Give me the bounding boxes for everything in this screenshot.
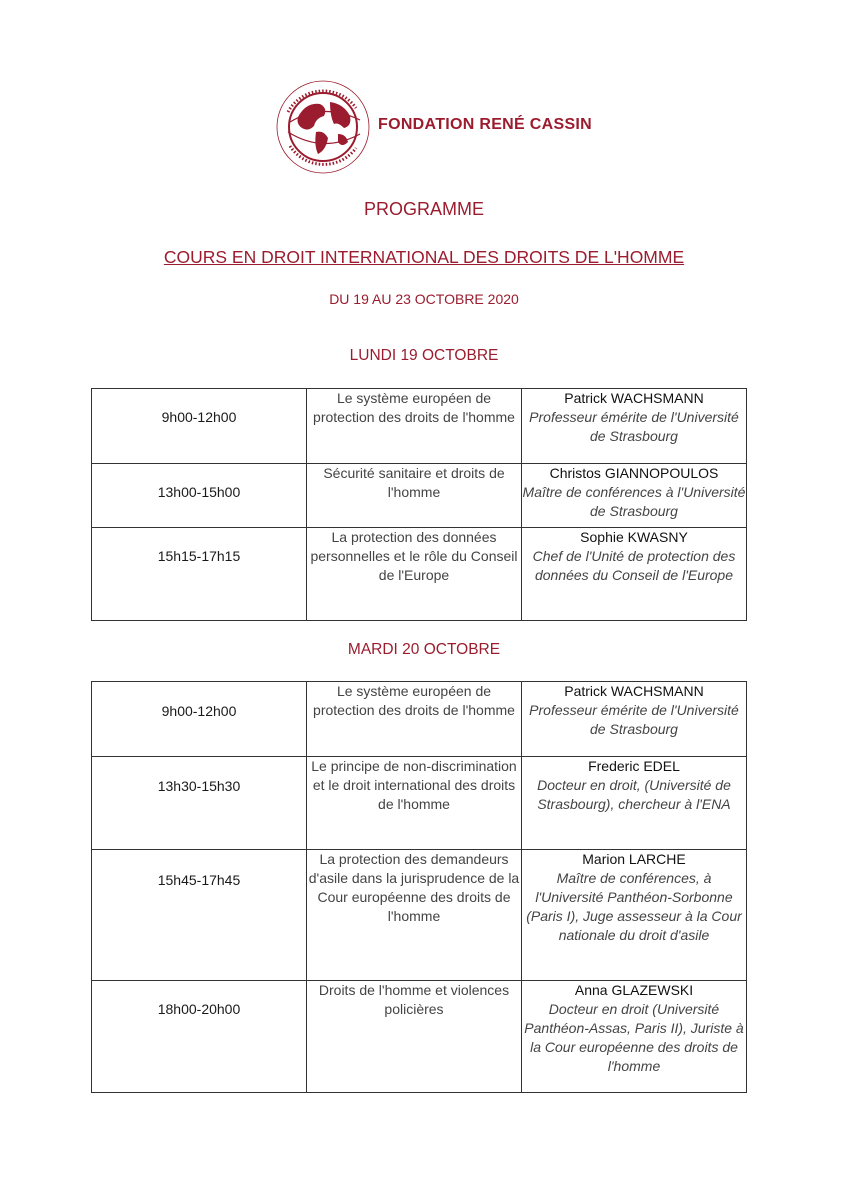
speaker-name: Patrick WACHSMANN	[564, 390, 704, 406]
speaker-name: Sophie KWASNY	[580, 529, 688, 545]
speaker-name: Patrick WACHSMANN	[564, 683, 704, 699]
table-row	[92, 528, 747, 621]
speaker-name: Anna GLAZEWSKI	[574, 982, 694, 998]
session-time: 13h00-15h00	[92, 464, 307, 528]
session-topic: Le principe de non-discrimination et le droit international des droits de l'homme	[307, 757, 522, 850]
session-topic: La protection des données personnelles et le rôle du Conseil de l'Europe	[307, 528, 522, 621]
session-speaker	[522, 464, 747, 528]
table-row	[92, 682, 747, 757]
table-row	[92, 757, 747, 850]
schedule-table-day2	[91, 681, 747, 1093]
table-row	[92, 464, 747, 528]
session-time: 9h00-12h00	[92, 682, 307, 757]
session-speaker	[522, 528, 747, 621]
session-speaker	[522, 389, 747, 464]
schedule-table-day1	[91, 388, 747, 621]
session-topic: Le système européen de protection des droits de l'homme	[307, 389, 522, 464]
session-speaker	[522, 757, 747, 850]
day-heading: LUNDI 19 OCTOBRE	[349, 347, 499, 364]
session-topic: Droits de l'homme et violences policières	[307, 981, 522, 1093]
speaker-name: Frederic EDEL	[588, 758, 680, 774]
session-time: 13h30-15h30	[92, 757, 307, 850]
speaker-role: Chef de l'Unité de protection des données du Conseil de l'Europe	[532, 548, 736, 583]
table-row	[92, 981, 747, 1093]
session-time: 9h00-12h00	[92, 389, 307, 464]
session-topic: Le système européen de protection des droits de l'homme	[307, 682, 522, 757]
speaker-role: Docteur en droit (Université Panthéon-Assas, Paris II), Juriste à la Cour européenne des droits de l'homme	[524, 1001, 744, 1074]
speaker-role: Maître de conférences à l'Université de Strasbourg	[522, 484, 746, 519]
course-dates: DU 19 AU 23 OCTOBRE 2020	[329, 291, 519, 307]
session-topic: La protection des demandeurs d'asile dans la jurisprudence de la Cour européenne des droits de l'homme	[307, 850, 522, 981]
session-speaker	[522, 682, 747, 757]
logo-text: FONDATION RENÉ CASSIN	[378, 116, 593, 133]
session-time: 15h15-17h15	[92, 528, 307, 621]
speaker-role: Professeur émérite de l'Université de Strasbourg	[529, 702, 739, 737]
session-speaker	[522, 850, 747, 981]
speaker-name: Marion LARCHE	[582, 851, 686, 867]
globe-seal-icon	[268, 72, 378, 182]
table-row	[92, 850, 747, 981]
table-row	[92, 389, 747, 464]
session-time: 18h00-20h00	[92, 981, 307, 1093]
day-heading: MARDI 20 OCTOBRE	[347, 641, 501, 658]
page-title: PROGRAMME	[363, 199, 484, 219]
speaker-role: Professeur émérite de l'Université de Strasbourg	[529, 409, 739, 444]
session-speaker	[522, 981, 747, 1093]
speaker-name: Christos GIANNOPOULOS	[549, 465, 719, 481]
course-title: COURS EN DROIT INTERNATIONAL DES DROITS DE L'HOMME	[163, 247, 685, 267]
speaker-role: Docteur en droit, (Université de Strasbourg), chercheur à l'ENA	[537, 777, 731, 812]
session-topic: Sécurité sanitaire et droits de l'homme	[307, 464, 522, 528]
session-time: 15h45-17h45	[92, 850, 307, 981]
speaker-role: Maître de conférences, à l'Université Panthéon-Sorbonne (Paris I), Juge assesseur à la Cour nationale du droit d'asile	[526, 870, 742, 943]
